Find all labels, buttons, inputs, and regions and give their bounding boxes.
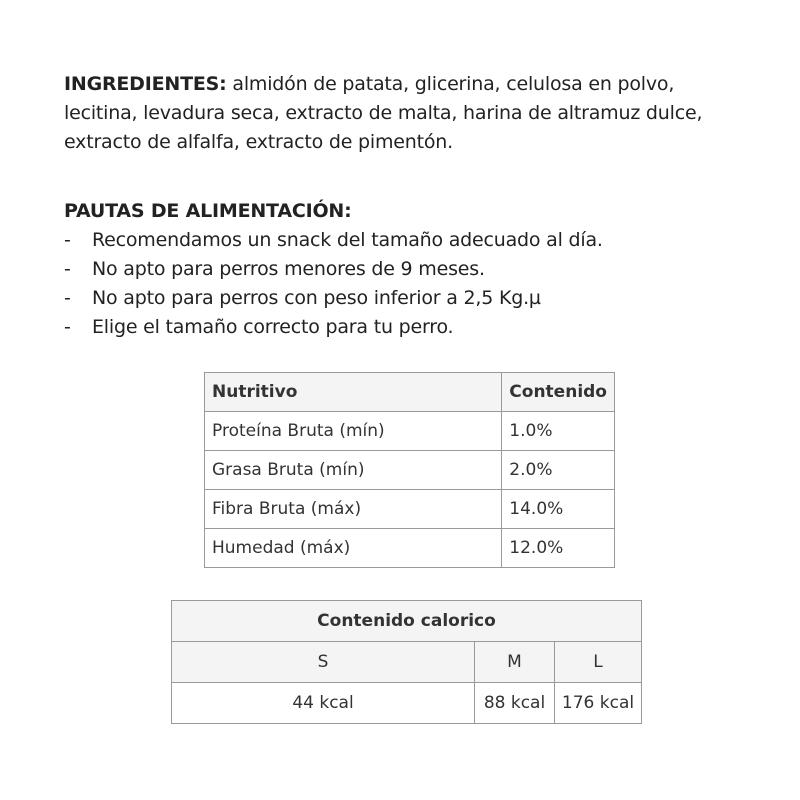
list-item-text: No apto para perros con peso inferior a 2,5 Kg.µ — [92, 287, 541, 309]
list-dash: - — [64, 287, 71, 309]
list-dash: - — [64, 258, 71, 280]
calorie-table — [171, 600, 642, 724]
feeding-title: PAUTAS DE ALIMENTACIÓN: — [64, 200, 352, 222]
table-header-row — [205, 373, 615, 412]
list-item — [64, 313, 744, 342]
size-row — [172, 642, 642, 683]
nutrient-value: 14.0% — [502, 490, 615, 529]
nutrient-value: 2.0% — [502, 451, 615, 490]
ingredients-paragraph — [64, 70, 744, 157]
calorie-title-row — [172, 601, 642, 642]
header-content: Contenido — [502, 373, 615, 412]
calorie-table-title: Contenido calorico — [172, 601, 642, 642]
kcal-s: 44 kcal — [172, 683, 475, 724]
size-l: L — [555, 642, 642, 683]
list-item — [64, 284, 744, 313]
size-s: S — [172, 642, 475, 683]
nutrient-name: Proteína Bruta (mín) — [205, 412, 502, 451]
ingredients-label: INGREDIENTES: — [64, 73, 227, 95]
list-item — [64, 255, 744, 284]
nutrient-value: 1.0% — [502, 412, 615, 451]
nutrition-table — [204, 372, 615, 568]
table-row — [205, 529, 615, 568]
size-m: M — [475, 642, 555, 683]
table-row — [205, 412, 615, 451]
kcal-m: 88 kcal — [475, 683, 555, 724]
table-row — [205, 451, 615, 490]
table-row — [205, 490, 615, 529]
feeding-list — [64, 226, 744, 342]
nutrient-value: 12.0% — [502, 529, 615, 568]
header-nutrient: Nutritivo — [205, 373, 502, 412]
kcal-row — [172, 683, 642, 724]
product-info — [64, 70, 744, 342]
ingredients-text: almidón de patata, glicerina, celulosa en polvo, lecitina, levadura seca, extracto de malta, harina de altramuz dulce, extracto de alfalfa, extracto de pimentón. — [64, 73, 703, 153]
nutrient-name: Grasa Bruta (mín) — [205, 451, 502, 490]
list-item-text: No apto para perros menores de 9 meses. — [92, 258, 485, 280]
list-dash: - — [64, 316, 71, 338]
list-item — [64, 226, 744, 255]
nutrient-name: Fibra Bruta (máx) — [205, 490, 502, 529]
list-item-text: Elige el tamaño correcto para tu perro. — [92, 316, 454, 338]
list-item-text: Recomendamos un snack del tamaño adecuado al día. — [92, 229, 603, 251]
nutrient-name: Humedad (máx) — [205, 529, 502, 568]
list-dash: - — [64, 229, 71, 251]
kcal-l: 176 kcal — [555, 683, 642, 724]
